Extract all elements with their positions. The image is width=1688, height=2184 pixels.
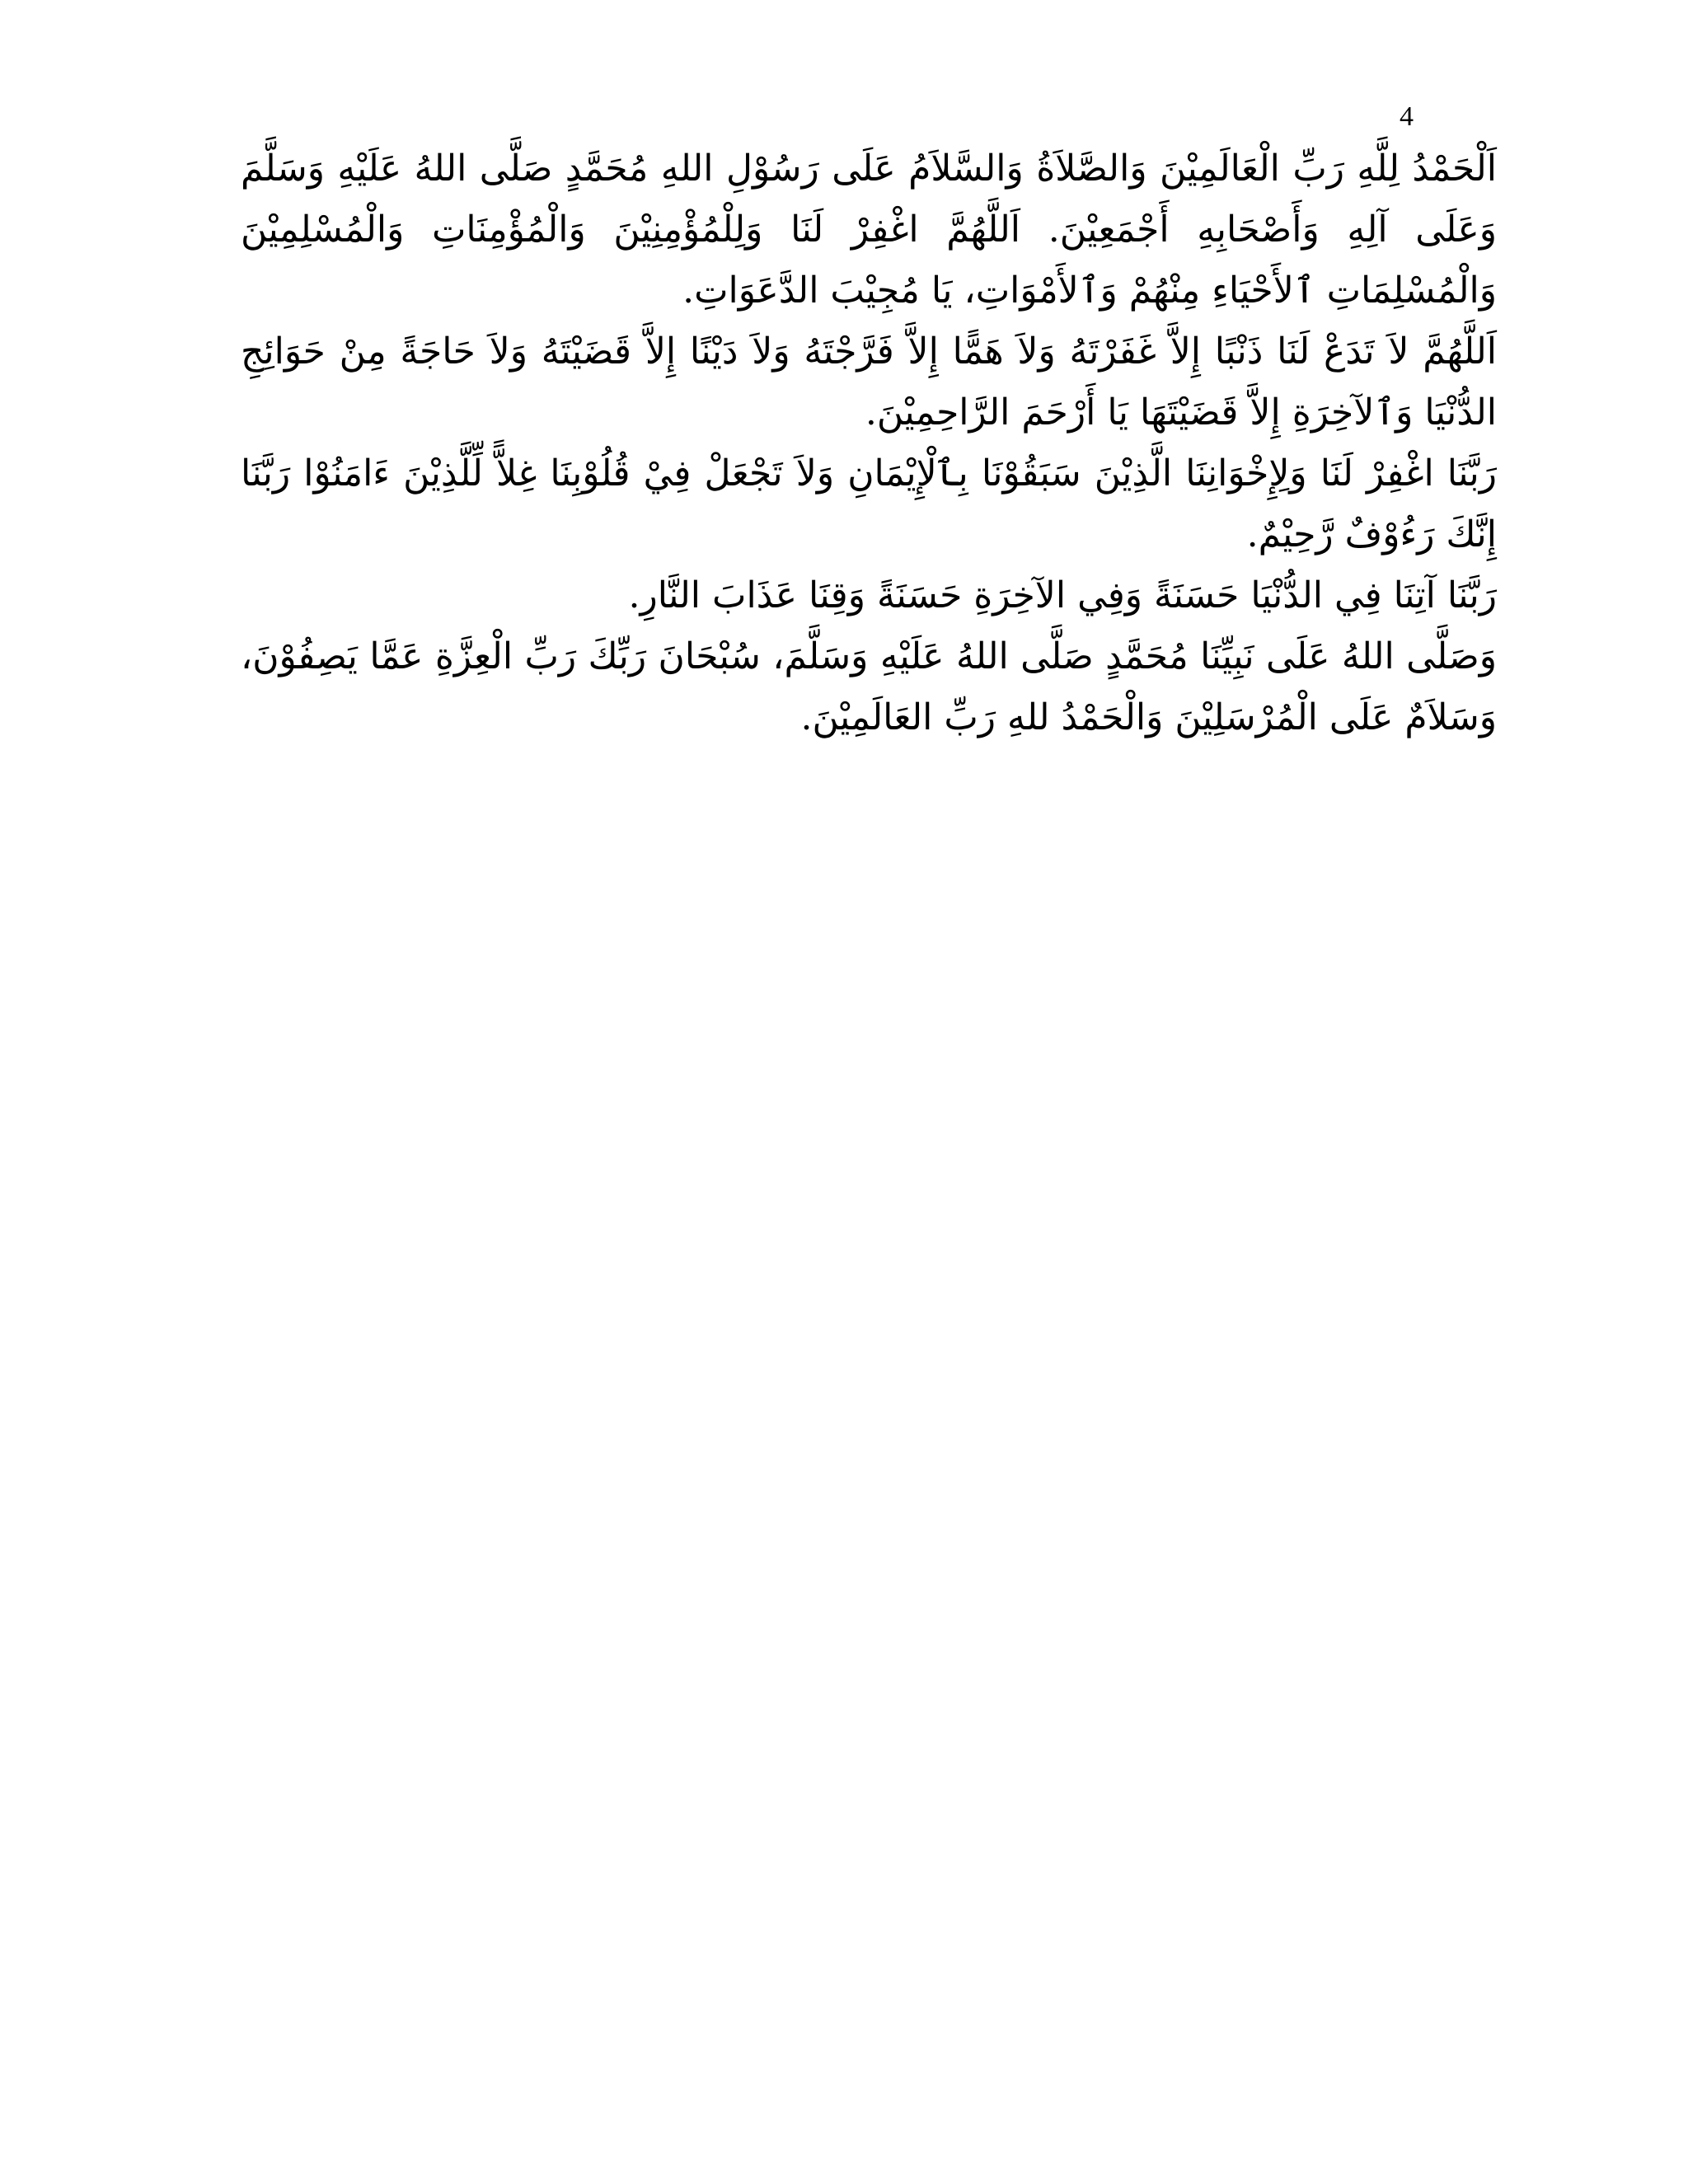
- paragraph-supplication-forgiveness: اَللَّهُمَّ لاَ تَدَعْ لَنَا ذَنْبًا إِلاَّ غَفَرْتَهُ وَلاَ هَمًّا إِلاَّ فَرَّجْتَهُ وَلاَ دَيْنًا إِلاَّ قَضَيْتَهُ وَلاَ حَاجَةً مِنْ حَوَائِجِ الدُّنْيَا وَٱلآخِرَةِ إِلاَّ قَضَيْتَهَا يَا أَرْحَمَ الرَّاحِمِيْنَ.: [241, 330, 1497, 434]
- page-number: 4: [1400, 101, 1414, 132]
- paragraph-supplication-brothers: رَبَّنَا اغْفِرْ لَنَا وَلِإِخْوَانِنَا الَّذِيْنَ سَبَقُوْنَا بِٱلْإِيْمَانِ وَلاَ تَجْعَلْ فِيْ قُلُوْبِنَا غِلاًّ لِّلَّذِيْنَ ءَامَنُوْا رَبَّنَا إِنَّكَ رَءُوْفٌ رَّحِيْمٌ.: [241, 452, 1497, 555]
- paragraph-supplication-good: رَبَّنَا آتِنَا فِي الدُّنْيَا حَسَنَةً وَفِي الآخِرَةِ حَسَنَةً وَقِنَا عَذَابَ النَّارِ.: [628, 574, 1497, 616]
- paragraph-closing-salutation: وَصَلَّى اللهُ عَلَى نَبِيِّنَا مُحَمَّدٍ صَلَّى اللهُ عَلَيْهِ وَسَلَّمَ، سُبْحَانَ رَبِّكَ رَبِّ الْعِزَّةِ عَمَّا يَصِفُوْنَ، وَسَلاَمٌ عَلَى الْمُرْسَلِيْنَ وَالْحَمْدُ للهِ رَبِّ العَالَمِيْنَ.: [241, 635, 1497, 738]
- paragraph-opening-praise: اَلْحَمْدُ لِلَّهِ رَبِّ الْعَالَمِيْنَ وَالصَّلاَةُ وَالسَّلاَمُ عَلَى رَسُوْلِ اللهِ مُحَمَّدٍ صَلَّى اللهُ عَلَيْهِ وَسَلَّمَ وَعَلَى آلِهِ وَأَصْحَابِهِ أَجْمَعِيْنَ. اَللَّهُمَّ اغْفِرْ لَنَا وَلِلْمُؤْمِنِيْنَ وَالْمُؤْمِنَاتِ وَالْمُسْلِمِيْنَ وَالْمُسْلِمَاتِ ٱلأَحْيَاءِ مِنْهُمْ وَٱلأَمْوَاتِ، يَا مُجِيْبَ الدَّعَوَاتِ.: [241, 148, 1497, 312]
- body-text: [241, 138, 1497, 748]
